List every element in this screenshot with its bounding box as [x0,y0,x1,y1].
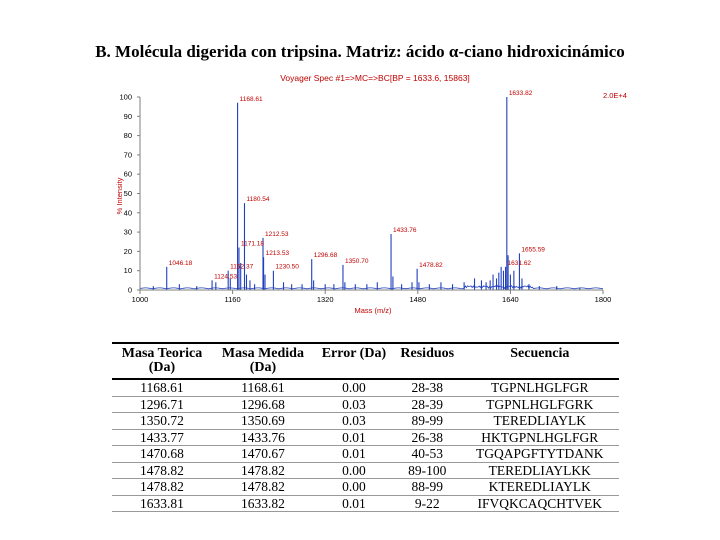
header-sequence: Secuencia [461,343,619,379]
table-cell: 88-99 [394,479,461,496]
peak-label: 1213.53 [265,250,290,258]
table-cell: 1478.82 [112,479,212,496]
peak-label: 1124.53 [214,273,238,281]
x-axis-label: Mass (m/z) [354,306,392,315]
header-error: Error (Da) [314,343,394,379]
table-cell: 1470.67 [212,446,314,463]
table-row [112,379,619,396]
table-row [112,413,619,430]
table-cell: 1470.68 [112,446,212,463]
table-cell: 1433.76 [212,429,314,446]
table-cell: 1478.82 [112,462,212,479]
y-tick-label: 90 [123,111,132,121]
table-cell: 1478.82 [212,479,314,496]
peak-label: 1180.54 [246,196,270,204]
heading-suffix: -ciano hidroxicinámico [458,42,625,61]
peak-label: 1631.62 [507,259,532,267]
table-cell: TEREDLIAYLKK [461,462,619,479]
y-tick-label: 80 [123,131,132,141]
table-cell: 0.03 [314,396,394,413]
alpha-symbol: α [448,42,459,61]
peak-label: 1296.68 [313,252,338,260]
table-cell: 1633.81 [112,495,212,512]
table-row [112,462,619,479]
table-cell: HKTGPNLHGLFGR [461,429,619,446]
table-cell: 1168.61 [112,379,212,396]
x-tick-label: 1640 [502,295,519,304]
y-tick-label: 10 [123,266,132,276]
table-cell: 1433.77 [112,429,212,446]
y-tick-label: 30 [123,227,132,237]
results-table [112,342,619,512]
table-cell: 0.01 [314,446,394,463]
peak-label: 1655.59 [521,246,545,254]
table-row [112,495,619,512]
x-tick-label: 1160 [224,295,241,304]
peak-label: 1633.82 [508,90,533,97]
table-cell: 89-100 [394,462,461,479]
chart-title: Voyager Spec #1=>MC=>BC[BP = 1633.6, 15863] [280,73,470,83]
y-tick-label: 100 [119,92,132,102]
table-cell: 0.01 [314,495,394,512]
table-cell: 0.00 [314,379,394,396]
table-cell: 1296.71 [112,396,212,413]
y-tick-label: 70 [123,150,132,160]
max-intensity-label: 2.0E+4 [603,91,627,100]
x-tick-label: 1480 [409,295,427,304]
table-cell: 26-38 [394,429,461,446]
table-cell: 0.03 [314,413,394,430]
table-cell: KTEREDLIAYLK [461,479,619,496]
results-table-body [112,379,619,512]
table-cell: 1296.68 [212,396,314,413]
peak-label: 1152.37 [230,263,254,271]
table-cell: TGQAPGFTYTDANK [461,446,619,463]
peak-label: 1212.53 [265,230,289,238]
table-row [112,479,619,496]
header-measured-mass: Masa Medida (Da) [212,343,314,379]
table-cell: TGPNLHGLFGR [461,379,619,396]
y-tick-label: 60 [123,169,132,179]
x-tick-label: 1000 [131,295,149,304]
heading-prefix: B. Molécula digerida con tripsina. Matriz: ácido [95,42,449,61]
table-cell: 0.00 [314,462,394,479]
table-cell: 1168.61 [212,379,314,396]
table-row [112,429,619,446]
peak-label: 1171.18 [240,240,264,248]
x-tick-label: 1320 [316,295,334,304]
table-row [112,446,619,463]
table-cell: 1350.72 [112,413,212,430]
header-theoretical-mass: Masa Teorica (Da) [112,343,212,379]
peak-label: 1478.82 [419,261,443,269]
table-cell: TGPNLHGLFGRK [461,396,619,413]
results-table-header [112,343,619,379]
baseline-trace [140,286,603,289]
table-cell: 89-99 [394,413,461,430]
table-cell: 9-22 [394,495,461,512]
y-tick-label: 0 [127,285,132,295]
table-cell: 28-38 [394,379,461,396]
peak-label: 1230.50 [275,263,299,271]
table-cell: 1350.69 [212,413,314,430]
y-axis-label: % Intensity [115,177,124,215]
table-cell: 1633.82 [212,495,314,512]
header-residues: Residuos [394,343,461,379]
y-tick-label: 40 [123,208,132,218]
y-tick-label: 50 [123,189,132,198]
table-cell: IFVQKCAQCHTVEK [461,495,619,512]
peak-label: 1350.70 [344,257,369,265]
table-cell: 40-53 [394,446,461,463]
table-cell: 0.00 [314,479,394,496]
table-cell: 28-39 [394,396,461,413]
peak-label: 1433.76 [393,227,417,235]
table-cell: TEREDLIAYLK [461,413,619,430]
y-tick-label: 20 [123,246,132,256]
table-cell: 0.01 [314,429,394,446]
table-cell: 1478.82 [212,462,314,479]
peak-label: 1168.61 [239,95,263,103]
table-row [112,396,619,413]
x-tick-label: 1800 [594,295,612,304]
peak-label: 1046.18 [168,259,193,267]
